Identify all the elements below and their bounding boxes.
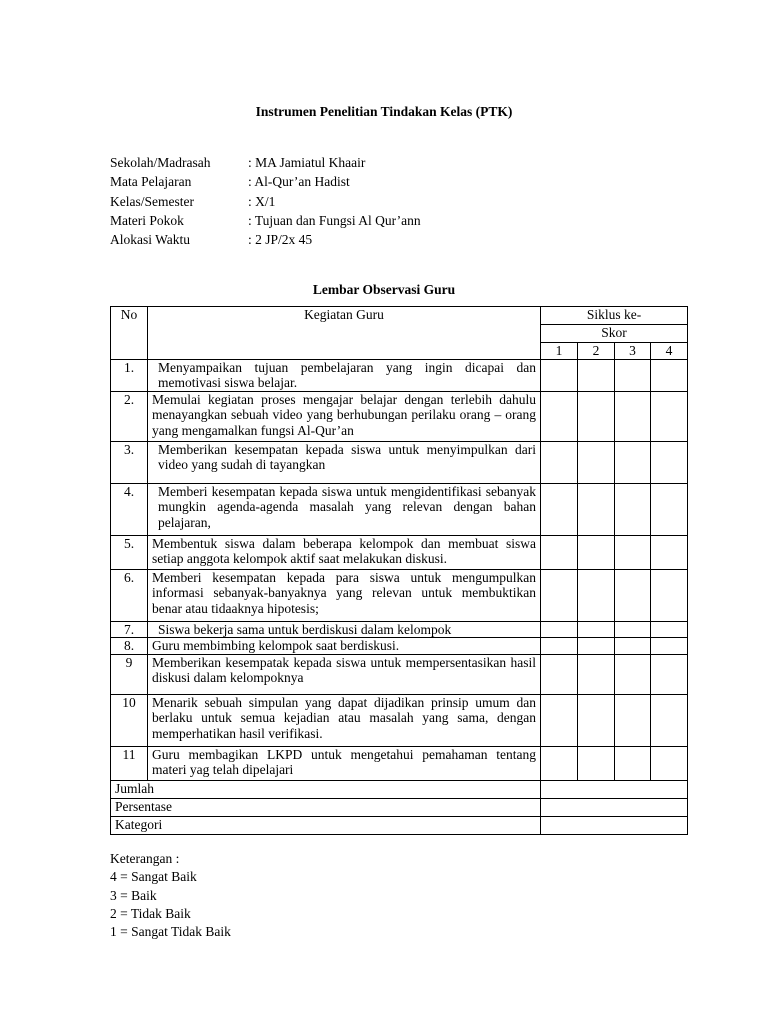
table-row	[111, 694, 688, 746]
table-row	[111, 746, 688, 780]
score-cell[interactable]	[541, 638, 578, 655]
footer-label-category: Kategori	[111, 816, 541, 834]
table-row	[111, 654, 688, 694]
row-number: 9	[111, 654, 148, 694]
score-cell[interactable]	[615, 359, 651, 391]
score-cell[interactable]	[615, 483, 651, 535]
header-score: Skor	[541, 325, 688, 343]
row-activity: Menyampaikan tujuan pembelajaran yang ingin dicapai dan memotivasi siswa belajar.	[148, 359, 541, 391]
table-row	[111, 638, 688, 655]
score-cell[interactable]	[578, 483, 615, 535]
row-activity: Membentuk siswa dalam beberapa kelompok dan membuat siswa setiap anggota kelompok aktif saat melakukan diskusi.	[148, 535, 541, 569]
score-cell[interactable]	[651, 569, 688, 621]
row-number: 6.	[111, 569, 148, 621]
score-cell[interactable]	[578, 654, 615, 694]
score-cell[interactable]	[615, 391, 651, 441]
document-title: Instrumen Penelitian Tindakan Kelas (PTK)	[255, 104, 513, 119]
score-cell[interactable]	[578, 535, 615, 569]
row-number: 7.	[111, 621, 148, 638]
info-value: : MA Jamiatul Khaair	[248, 155, 366, 170]
score-cell[interactable]	[651, 441, 688, 483]
table-title: Lembar Observasi Guru	[312, 282, 456, 297]
row-activity: Guru membimbing kelompok saat berdiskusi.	[148, 638, 541, 655]
score-col-header: 4	[651, 343, 688, 360]
table-row	[111, 359, 688, 391]
score-cell[interactable]	[578, 694, 615, 746]
score-cell[interactable]	[651, 638, 688, 655]
row-number: 5.	[111, 535, 148, 569]
info-row-class	[110, 192, 421, 211]
info-row-school	[110, 153, 421, 172]
footer-label-percentage: Persentase	[111, 798, 541, 816]
legend-item: 4 = Sangat Baik	[110, 869, 197, 885]
row-number: 2.	[111, 391, 148, 441]
row-number: 11	[111, 746, 148, 780]
score-cell[interactable]	[541, 535, 578, 569]
score-cell[interactable]	[615, 746, 651, 780]
header-no: No	[111, 307, 148, 360]
score-cell[interactable]	[615, 694, 651, 746]
row-activity: Siswa bekerja sama untuk berdiskusi dalam kelompok	[148, 621, 541, 638]
table-footer-row	[111, 798, 688, 816]
score-cell[interactable]	[541, 654, 578, 694]
table-footer-row	[111, 816, 688, 834]
score-cell[interactable]	[578, 391, 615, 441]
table-footer-row	[111, 780, 688, 798]
footer-value-cell[interactable]	[541, 780, 688, 798]
table-row	[111, 391, 688, 441]
row-activity: Memberi kesempatan kepada siswa untuk mengidentifikasi sebanyak mungkin agenda-agenda masalah yang relevan dengan bahan pelajaran,	[148, 483, 541, 535]
score-cell[interactable]	[615, 569, 651, 621]
footer-value-cell[interactable]	[541, 816, 688, 834]
table-row	[111, 535, 688, 569]
legend-block	[110, 850, 231, 941]
row-activity: Guru membagikan LKPD untuk mengetahui pemahaman tentang materi yag telah dipelajari	[148, 746, 541, 780]
legend-item: 1 = Sangat Tidak Baik	[110, 924, 231, 940]
score-col-header: 2	[578, 343, 615, 360]
score-cell[interactable]	[578, 359, 615, 391]
table-row	[111, 569, 688, 621]
score-cell[interactable]	[651, 621, 688, 638]
table-row	[111, 621, 688, 638]
score-cell[interactable]	[615, 654, 651, 694]
row-number: 4.	[111, 483, 148, 535]
score-cell[interactable]	[651, 654, 688, 694]
info-value: : Al-Qur’an Hadist	[248, 174, 350, 190]
header-cycle: Siklus ke-	[541, 307, 688, 325]
score-cell[interactable]	[541, 441, 578, 483]
score-cell[interactable]	[541, 359, 578, 391]
score-cell[interactable]	[541, 621, 578, 638]
row-activity: Menarik sebuah simpulan yang dapat dijadikan prinsip umum dan berlaku untuk semua kejadian atau masalah yang sama, dengan memperhatikan hasil verifikasi.	[148, 694, 541, 746]
info-label: Materi Pokok	[110, 212, 184, 228]
row-number: 8.	[111, 638, 148, 655]
score-cell[interactable]	[578, 441, 615, 483]
info-value: : 2 JP/2x 45	[248, 232, 313, 248]
row-activity: Memberikan kesempatak kepada siswa untuk mempersentasikan hasil diskusi dalam kelompoknya	[148, 654, 541, 694]
row-activity: Memberi kesempatan kepada para siswa untuk mengumpulkan informasi sebanyak-banyaknya yang relevan untuk membuktikan benar atau tidaaknya hipotesis;	[148, 569, 541, 621]
info-label: Alokasi Waktu	[110, 232, 191, 248]
info-block	[110, 153, 421, 249]
score-cell[interactable]	[615, 621, 651, 638]
info-value: : X/1	[248, 193, 276, 209]
score-cell[interactable]	[578, 621, 615, 638]
table-row	[111, 483, 688, 535]
legend-heading: Keterangan :	[110, 851, 180, 866]
score-cell[interactable]	[615, 441, 651, 483]
score-cell[interactable]	[651, 694, 688, 746]
score-cell[interactable]	[578, 746, 615, 780]
score-cell[interactable]	[578, 638, 615, 655]
score-cell[interactable]	[615, 638, 651, 655]
score-cell[interactable]	[578, 569, 615, 621]
row-activity: Memulai kegiatan proses mengajar belajar dengan terlebih dahulu menayangkan sebuah video yang berhubungan perilaku orang – orang yang mengamalkan fungsi Al-Qur’an	[148, 391, 541, 441]
row-number: 3.	[111, 441, 148, 483]
score-cell[interactable]	[651, 483, 688, 535]
footer-value-cell[interactable]	[541, 798, 688, 816]
info-row-material	[110, 211, 421, 230]
footer-label-total: Jumlah	[111, 780, 541, 798]
score-cell[interactable]	[651, 359, 688, 391]
info-row-subject	[110, 172, 421, 191]
legend-item: 2 = Tidak Baik	[110, 905, 191, 921]
score-col-header: 1	[541, 343, 578, 360]
row-number: 1.	[111, 359, 148, 391]
info-label: Mata Pelajaran	[110, 174, 192, 190]
score-cell[interactable]	[541, 569, 578, 621]
row-number: 10	[111, 694, 148, 746]
observation-table	[110, 306, 688, 835]
table-header-row	[111, 307, 688, 325]
header-activity: Kegiatan Guru	[148, 307, 541, 360]
info-value: : Tujuan dan Fungsi Al Qur’ann	[248, 212, 421, 228]
score-cell[interactable]	[541, 746, 578, 780]
score-cell[interactable]	[651, 746, 688, 780]
score-cell[interactable]	[615, 535, 651, 569]
score-col-header: 3	[615, 343, 651, 360]
score-cell[interactable]	[541, 391, 578, 441]
score-cell[interactable]	[651, 535, 688, 569]
info-row-time	[110, 230, 421, 249]
score-cell[interactable]	[541, 483, 578, 535]
info-label: Sekolah/Madrasah	[110, 155, 211, 170]
info-label: Kelas/Semester	[110, 193, 194, 209]
legend-item: 3 = Baik	[110, 887, 157, 903]
score-cell[interactable]	[541, 694, 578, 746]
score-cell[interactable]	[651, 391, 688, 441]
row-activity: Memberikan kesempatan kepada siswa untuk menyimpulkan dari video yang sudah di tayangkan	[148, 441, 541, 483]
table-row	[111, 441, 688, 483]
